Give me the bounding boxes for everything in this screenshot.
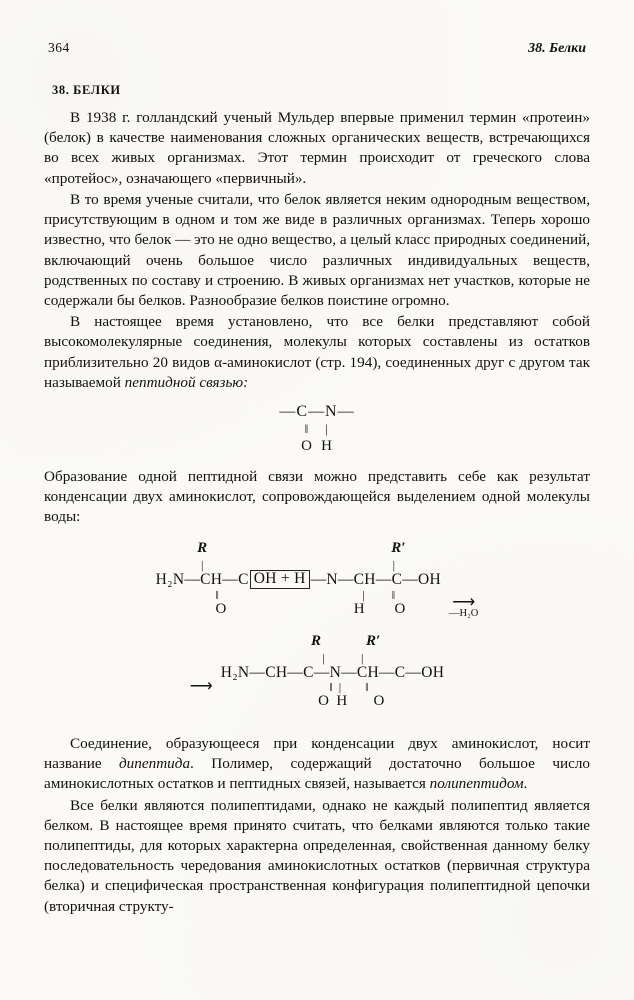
box-spacer-bar [278,557,281,570]
reactant-2-chain: —N—CH—C—OH [310,571,442,589]
reaction-line-2 [44,634,590,712]
box-spacer-bot [278,602,282,620]
paragraph-1: В 1938 г. голландский ученый Мульдер впервые применил термин «протеин» (белок) в качестве наименования сложных органических веществ, встречающихся во всех живых организмах. Этот термин происходит от греческого слова «протейос», означающего «первичный». [44,109,590,187]
paragraph-5 [44,734,590,795]
running-head-title: 38. Белки [528,41,586,56]
oxygen-label-1: O [215,600,227,617]
term-dipeptide: дипептида [119,755,191,773]
paragraph-4: Образование одной пептидной связи можно представить себе как результат конденсации двух аминокислот, сопровождающейся выделением одной молекулы воды: [44,467,590,526]
peptide-bond-bars [297,421,337,436]
term-peptide-bond: пептидной связью: [124,373,249,391]
reaction-arrow-1 [449,595,478,620]
oxygen-label: O [301,437,313,454]
reaction-line-1 [44,539,590,619]
term-polypeptide: полипептидом [429,775,524,793]
box-spacer-top [278,539,282,557]
paragraph-5-text-a: Соединение, образующееся при конденсации двух аминокислот, носит название [44,734,590,773]
arrow-glyph: ⟶ [452,594,476,612]
reactant-1-chain: H₂N—CH—C [155,571,249,589]
page-number: 364 [48,40,70,55]
single-bond-glyph: | [325,420,329,436]
paragraph-3-text: В настоящее время установлено, что все белки представляют собой высокомолекулярные соединения, молекулы которых составлены из остатков приблизительно 20 видов α-аминокислот (стр. 194), соединенных друг с другом так называемой [44,313,590,391]
formula-peptide-bond [44,403,590,455]
bond-bar: | [200,558,204,573]
section-heading: 38. БЕЛКИ [52,83,121,97]
paragraph-5-text-b: . Полимер, содержащий достаточно большое число аминокислотных остатков и пептидных связей, называется [44,755,590,793]
h-o-labels: H O [353,600,406,617]
product-bond-bars-top: | | [301,650,364,665]
paragraph-3 [44,312,590,393]
bond-bar-r-prime: | [356,558,395,573]
product-o-h-labels: O H O [318,692,385,709]
hydrogen-label: H [321,437,333,454]
bond-bar-h: | ‖ [356,587,396,602]
peptide-bond-row1: —C—N— [279,403,355,421]
leaving-group-box-wrap [249,539,311,619]
product-bond-bars-bottom: ‖ | ‖ [296,679,369,694]
paragraph-6: Все белки являются полипептидами, однако не каждый полипептид является белком. В настоящее время принято считать, что белками являются только такие полипептиды, для которых характерна определенная, свойственная данному белку последовательность чередования аминокислотных остатков (первичная структура белка) и специфическая пространственная конфигурация полипептидной цепочки (вторичная структу- [44,796,590,915]
r-prime-group-label: R′ [391,540,406,557]
r-group-label: R [197,540,208,557]
product-chain: H₂N—CH—C—N—CH—C—OH [220,663,445,681]
box-spacer-bar2 [278,589,281,602]
double-bond-glyph: ‖ [304,420,310,436]
running-head [44,40,590,57]
formula-condensation-reaction [44,539,590,712]
reactant-1-left [156,541,249,619]
reactant-2-right [311,541,441,619]
leaving-group-box: OH + H [250,570,310,588]
bond-bar-double: ‖ [185,587,219,602]
product-r-labels: R R′ [310,632,381,649]
paragraph-2: В то время ученые считали, что белок является неким однородным веществом, присутствующим в одном и том же виде в различных организмах. Теперь хорошо известно, что белок — это не одно вещество, а целый класс природных соединений, включающий очень большое число различных индивидуальных веществ, родственных по составу и строению. В живых организмах нет участков, которые не содержали бы белков. Разнообразие белков поистине огромно. [44,190,590,309]
paragraph-5-text-c: . [523,775,528,793]
peptide-bond-structure [279,403,354,455]
product-arrow: ⟶ [189,677,213,695]
dipeptide-product [221,634,445,712]
water-loss-label: —H₂O [449,608,479,620]
peptide-bond-row2 [297,438,337,454]
